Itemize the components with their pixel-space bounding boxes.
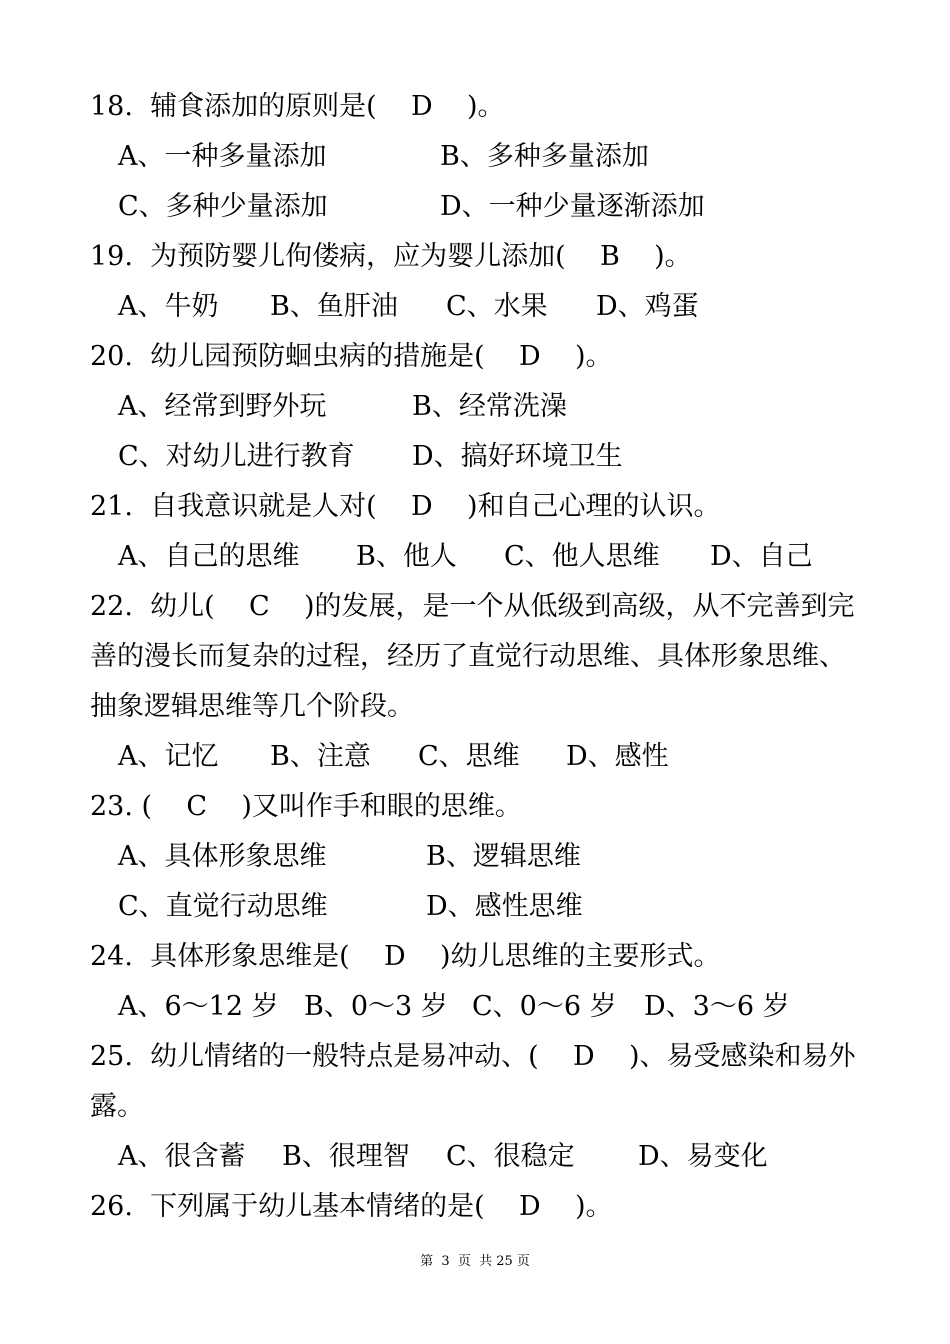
- option-b: B、很理智: [282, 1141, 410, 1172]
- option-c: C、很稳定: [446, 1141, 575, 1172]
- option-b: B、多种多量添加: [440, 141, 649, 172]
- option-d: D、3～6 岁: [644, 991, 790, 1022]
- question-18-options-row-2: [118, 182, 898, 232]
- question-20-options-row-2: [118, 432, 898, 482]
- option-a: A、具体形象思维: [118, 841, 327, 872]
- option-a: A、很含蓄: [118, 1141, 246, 1172]
- option-c: C、他人思维: [504, 541, 660, 572]
- question-23-stem: 23. ( C )又叫作手和眼的思维。: [90, 791, 522, 822]
- option-a: A、牛奶: [118, 291, 219, 322]
- option-b: B、他人: [356, 541, 457, 572]
- option-a: A、自己的思维: [118, 541, 300, 572]
- question-22-stem-line-3: 抽象逻辑思维等几个阶段。: [90, 691, 414, 722]
- option-b: B、鱼肝油: [270, 291, 398, 322]
- option-b: B、经常洗澡: [412, 391, 567, 422]
- question-22-options-row-1: [118, 732, 898, 782]
- question-25-stem-line-2: 露。: [90, 1091, 144, 1122]
- question-20-options-row-1: [118, 382, 898, 432]
- question-19-stem: 19. 为预防婴儿佝偻病，应为婴儿添加( B )。: [90, 241, 692, 272]
- option-a: A、记忆: [118, 741, 219, 772]
- option-a: A、经常到野外玩: [118, 391, 327, 422]
- option-c: C、对幼儿进行教育: [118, 441, 355, 472]
- option-d: D、自己: [710, 541, 813, 572]
- option-a: A、一种多量添加: [118, 141, 327, 172]
- option-d: D、一种少量逐渐添加: [440, 191, 705, 222]
- question-22-stem-line-1: 22. 幼儿( C )的发展，是一个从低级到高级，从不完善到完: [90, 591, 855, 622]
- question-18-options-row-1: [118, 132, 898, 182]
- option-b: B、注意: [270, 741, 371, 772]
- option-b: B、0～3 岁: [304, 991, 448, 1022]
- option-c: C、思维: [418, 741, 520, 772]
- page-footer: [0, 1252, 950, 1272]
- question-24-stem: 24. 具体形象思维是( D )幼儿思维的主要形式。: [90, 941, 721, 972]
- option-c: C、0～6 岁: [472, 991, 617, 1022]
- option-c: C、直觉行动思维: [118, 891, 328, 922]
- question-22-stem-line-2: 善的漫长而复杂的过程，经历了直觉行动思维、具体形象思维、: [90, 641, 846, 672]
- question-26-stem: 26. 下列属于幼儿基本情绪的是( D )。: [90, 1191, 613, 1222]
- option-d: D、搞好环境卫生: [412, 441, 623, 472]
- question-25-stem-line-1: 25. 幼儿情绪的一般特点是易冲动、( D )、易受感染和易外: [90, 1041, 856, 1072]
- option-c: C、多种少量添加: [118, 191, 328, 222]
- question-20-stem: 20. 幼儿园预防蛔虫病的措施是( D )。: [90, 341, 613, 372]
- option-d: D、感性: [566, 741, 669, 772]
- option-d: D、易变化: [638, 1141, 768, 1172]
- question-21-options-row-1: [118, 532, 898, 582]
- question-21-stem: 21. 自我意识就是人对( D )和自己心理的认识。: [90, 491, 721, 522]
- question-25-options-row-1: [118, 1132, 898, 1182]
- option-d: D、感性思维: [426, 891, 583, 922]
- question-18-stem: 18. 辅食添加的原则是( D )。: [90, 91, 505, 122]
- question-24-options-row-1: [118, 982, 898, 1032]
- question-19-options-row-1: [118, 282, 898, 332]
- question-23-options-row-1: [118, 832, 898, 882]
- option-c: C、水果: [446, 291, 548, 322]
- option-a: A、6～12 岁: [118, 991, 279, 1022]
- option-d: D、鸡蛋: [596, 291, 699, 322]
- option-b: B、逻辑思维: [426, 841, 581, 872]
- page-number-label: 第 3 页 共 25 页: [420, 1254, 530, 1269]
- question-23-options-row-2: [118, 882, 898, 932]
